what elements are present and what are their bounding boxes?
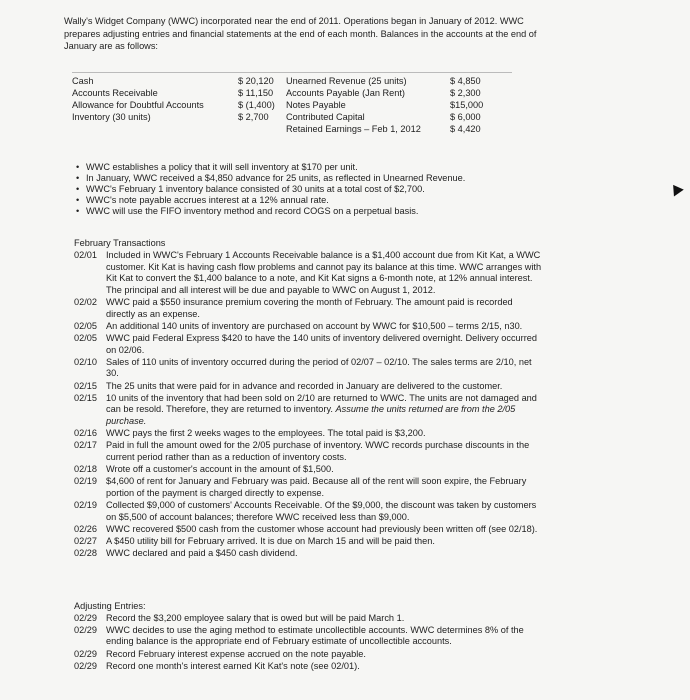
transaction-date: 02/27	[74, 535, 97, 546]
transaction-text: WWC paid Federal Express $420 to have the 140 units of inventory delivered overnight. Delivery occurred on 02/06.	[106, 332, 538, 355]
transaction-text: Wrote off a customer's account in the amount of $1,500.	[106, 464, 334, 475]
transaction-text: Paid in full the amount owed for the 2/05 purchase of inventory. WWC records purchase discounts in the current period rather than as a reduction of inventory costs.	[106, 440, 530, 462]
transaction-row	[74, 333, 544, 356]
bullet-item: • WWC will use the FIFO inventory method and record COGS on a perpetual basis.	[76, 206, 465, 217]
transaction-date: 02/17	[74, 440, 97, 451]
mouse-cursor-icon	[668, 181, 684, 196]
adjustment-row	[74, 661, 544, 673]
bullet-item: • WWC's note payable accrues interest at a 12% annual rate.	[76, 195, 465, 206]
adjustment-row	[74, 613, 544, 625]
transaction-date: 02/10	[74, 356, 97, 367]
transaction-text: A $450 utility bill for February arrived. It is due on March 15 and will be paid then.	[106, 535, 435, 546]
account-value: $ 2,700	[238, 112, 269, 122]
adjustment-date: 02/29	[74, 624, 97, 635]
transaction-text: WWC pays the first 2 weeks wages to the employees. The total paid is $3,200.	[106, 428, 426, 439]
transaction-row	[74, 500, 544, 523]
transaction-date: 02/02	[74, 296, 97, 307]
transaction-text: WWC recovered $500 cash from the customer whose account had previously been written off (see 02/18).	[106, 523, 538, 534]
account-label: Accounts Receivable	[72, 88, 158, 98]
left-account-labels	[72, 75, 204, 123]
account-label: Unearned Revenue (25 units)	[286, 76, 407, 86]
account-value: $ (1,400)	[238, 100, 275, 110]
transaction-row	[74, 464, 544, 476]
adjustment-text: Record the $3,200 employee salary that is owed but will be paid March 1.	[106, 612, 405, 623]
adjustment-row	[74, 649, 544, 661]
transaction-row	[74, 321, 544, 333]
transaction-text: 10 units of the inventory that had been sold on 2/10 are returned to WWC. The units are not damaged and can be resold. Therefore, they are returned to inventory.	[106, 392, 537, 415]
transaction-date: 02/15	[74, 392, 97, 403]
bullet-item: • WWC's February 1 inventory balance consisted of 30 units at a total cost of $2,700.	[76, 184, 465, 195]
transaction-date: 02/16	[74, 428, 97, 439]
right-account-values	[450, 75, 483, 135]
transaction-row	[74, 428, 544, 440]
right-account-labels	[286, 75, 421, 135]
transaction-row	[74, 393, 544, 428]
transaction-date: 02/19	[74, 476, 97, 487]
transaction-row	[74, 297, 544, 320]
transaction-text: The 25 units that were paid for in advance and recorded in January are delivered to the customer.	[106, 380, 503, 391]
adjustment-date: 02/29	[74, 648, 97, 659]
transaction-row	[74, 440, 544, 463]
account-value: $ 6,000	[450, 112, 481, 122]
account-label: Cash	[72, 76, 94, 86]
account-label: Accounts Payable (Jan Rent)	[286, 88, 405, 98]
january-balances-table	[72, 72, 512, 134]
adjustment-row	[74, 625, 544, 648]
account-value: $ 11,150	[238, 88, 274, 98]
policy-bullets	[76, 162, 465, 217]
transaction-row	[74, 476, 544, 499]
transaction-row	[74, 548, 544, 560]
transaction-date: 02/01	[74, 250, 97, 260]
adjusting-entries-section	[74, 601, 544, 673]
transaction-note: Assume the units returned are from the 2/05 purchase.	[106, 404, 516, 426]
february-transactions-heading: February Transactions	[74, 238, 166, 248]
transaction-text: Sales of 110 units of inventory occurred during the period of 02/07 – 02/10. The sales terms are 2/10, net 30.	[106, 356, 532, 379]
transaction-date: 02/05	[74, 332, 97, 343]
transaction-text: Included in WWC's February 1 Accounts Receivable balance is a $1,400 account due from Kit Kat, a WWC customer. Kit Kat is having cash flow problems and cannot pay its balance at this time. WWC arranges with Kit Kat to convert the $1,400 balance to a note, and Kit Kat signs a 6-month note, at 12% annual interest. The principal and all interest will be due and payable to WWC on August 1, 2012.	[106, 250, 542, 295]
transaction-date: 02/19	[74, 500, 97, 510]
adjustment-text: Record one month's interest earned Kit Kat's note (see 02/01).	[106, 660, 360, 671]
account-value: $ 4,850	[450, 76, 481, 86]
account-label: Retained Earnings – Feb 1, 2012	[286, 124, 421, 134]
transaction-date: 02/05	[74, 320, 97, 331]
account-value: $ 2,300	[450, 88, 481, 98]
transaction-date: 02/18	[74, 464, 97, 475]
account-value: $ 4,420	[450, 124, 481, 134]
transaction-row	[74, 250, 544, 296]
adjustment-date: 02/29	[74, 612, 97, 623]
account-label: Notes Payable	[286, 100, 346, 110]
transaction-text: Collected $9,000 of customers' Accounts Receivable. Of the $9,000, the discount was taken by customers on $5,500 of account balances; therefore WWC received less than $9,000.	[106, 500, 537, 522]
transaction-text-block	[106, 393, 544, 428]
adjusting-entries-heading: Adjusting Entries:	[74, 601, 146, 611]
transaction-date: 02/28	[74, 548, 97, 559]
account-label: Contributed Capital	[286, 112, 365, 122]
transaction-text: $4,600 of rent for January and February was paid. Because all of the rent will soon expire, the February portion of the payment is charged directly to expense.	[106, 476, 527, 498]
bullet-item: • WWC establishes a policy that it will sell inventory at $170 per unit.	[76, 162, 465, 173]
transaction-date: 02/26	[74, 523, 97, 534]
left-account-values	[238, 75, 275, 123]
adjustment-text: Record February interest expense accrued on the note payable.	[106, 648, 366, 659]
account-label: Inventory (30 units)	[72, 112, 151, 122]
transaction-text: WWC paid a $550 insurance premium covering the month of February. The amount paid is recorded directly as an expense.	[106, 296, 513, 319]
transaction-row	[74, 524, 544, 536]
adjustment-text: WWC decides to use the aging method to estimate uncollectible accounts. WWC determines 8% of the ending balance is the appropriate end of February estimate of uncollectible accounts.	[106, 624, 524, 647]
account-label: Allowance for Doubtful Accounts	[72, 100, 204, 110]
transaction-row	[74, 381, 544, 393]
transaction-date: 02/15	[74, 380, 97, 391]
bullet-item: • In January, WWC received a $4,850 advance for 25 units, as reflected in Unearned Revenue.	[76, 173, 465, 184]
adjustment-date: 02/29	[74, 660, 97, 671]
transaction-text: WWC declared and paid a $450 cash dividend.	[106, 548, 298, 559]
account-value: $15,000	[450, 100, 484, 110]
transaction-row	[74, 536, 544, 548]
transactions-list	[74, 250, 544, 560]
account-value: $ 20,120	[238, 76, 274, 86]
transaction-row	[74, 357, 544, 380]
intro-paragraph: Wally's Widget Company (WWC) incorporated near the end of 2011. Operations began in January of 2012. WWC prepares adjusting entries and financial statements at the end of each month. Balances in the accounts at the end of January are as follows:	[64, 16, 537, 51]
transaction-text: An additional 140 units of inventory are purchased on account by WWC for $10,500 – terms 2/15, n30.	[106, 320, 523, 331]
